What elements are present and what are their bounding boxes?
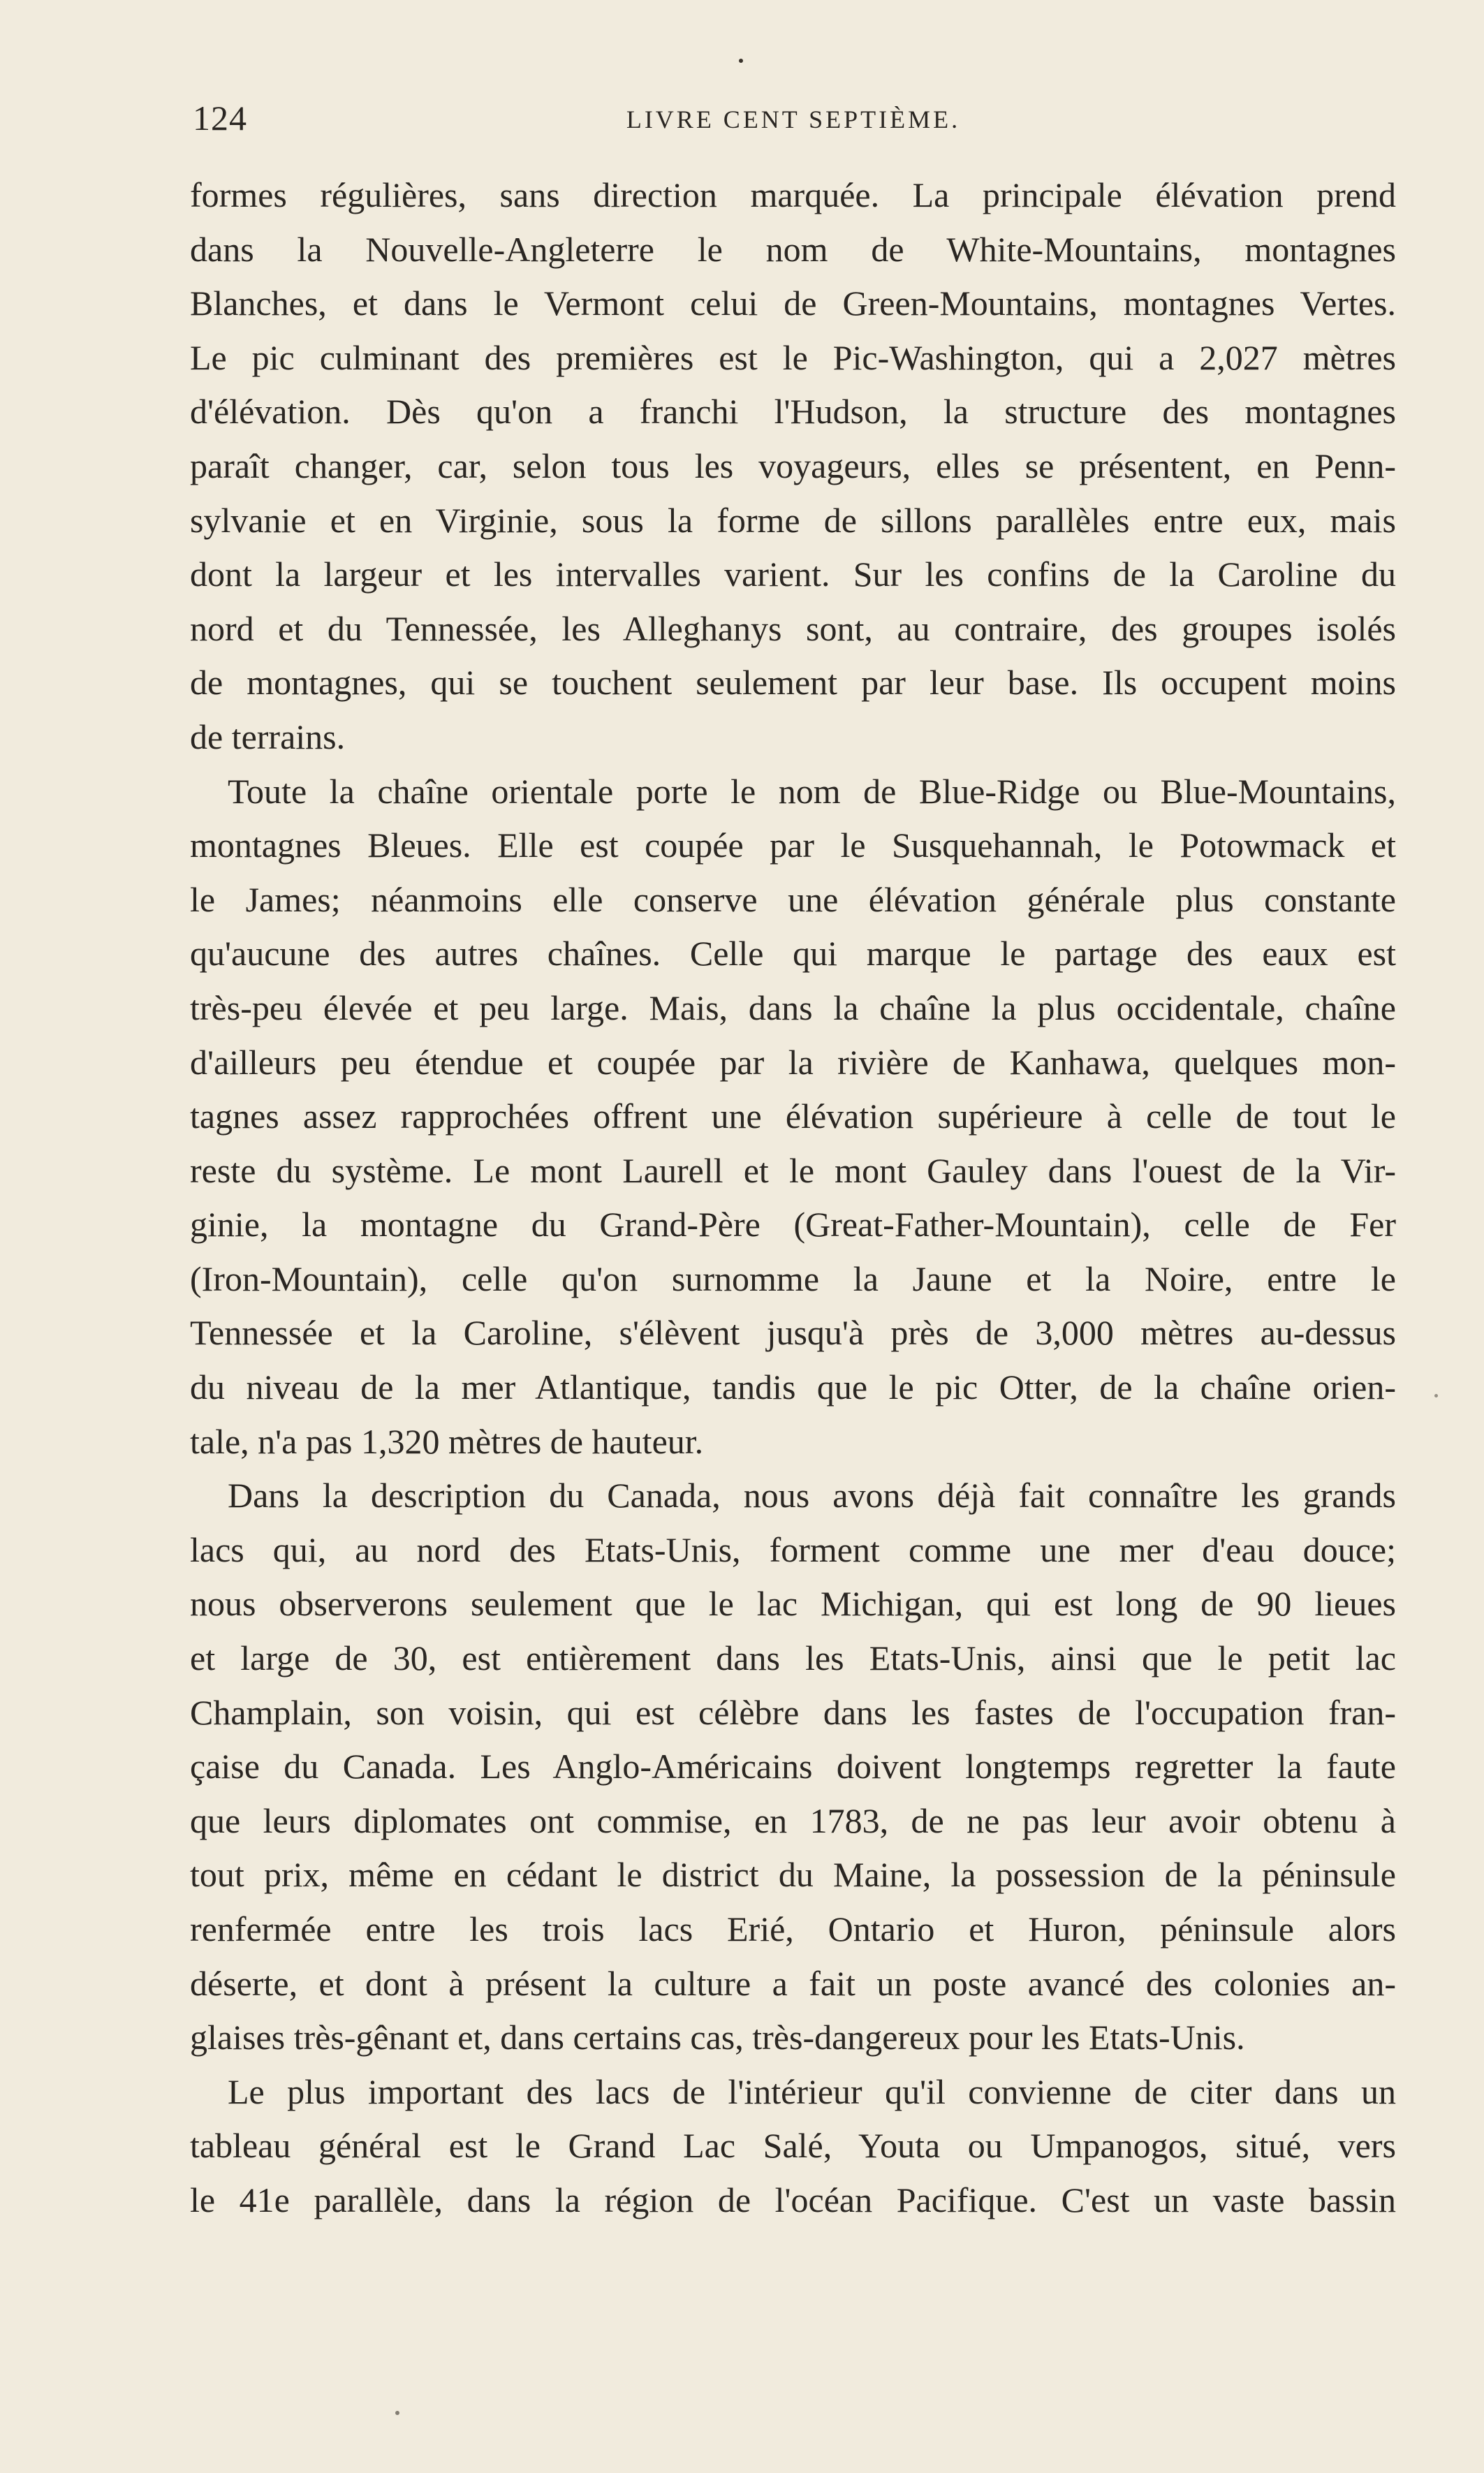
text-line: nord et du Tennessée, les Alleghanys sont, au contraire, des groupes isolés — [190, 608, 1396, 648]
text-line: Blanches, et dans le Vermont celui de Green-Mountains, montagnes Vertes. — [190, 284, 1396, 323]
text-line: déserte, et dont à présent la culture a fait un poste avancé des colonies an- — [190, 1963, 1396, 2003]
text-line: renfermée entre les trois lacs Erié, Ontario et Huron, péninsule alors — [190, 1909, 1396, 1949]
text-line: reste du système. Le mont Laurell et le mont Gauley dans l'ouest de la Vir- — [190, 1150, 1396, 1190]
text-line: tale, n'a pas 1,320 mètres de hauteur. — [190, 1421, 704, 1461]
text-line: qu'aucune des autres chaînes. Celle qui marque le partage des eaux est — [190, 934, 1396, 974]
text-line: tableau général est le Grand Lac Salé, Youta ou Umpanogos, situé, vers — [190, 2126, 1396, 2166]
text-line: d'élévation. Dès qu'on a franchi l'Hudson, la structure des montagnes — [190, 392, 1396, 432]
paper-speck — [395, 2411, 399, 2415]
paragraph — [190, 1469, 1396, 2065]
text-line: dont la largeur et les intervalles varient. Sur les confins de la Caroline du — [190, 555, 1396, 594]
paper-speck — [739, 59, 743, 63]
text-line: Toute la chaîne orientale porte le nom de Blue-Ridge ou Blue-Mountains, — [228, 771, 1396, 811]
text-line: Le plus important des lacs de l'intérieur qu'il convienne de citer dans un — [228, 2071, 1396, 2111]
text-line: çaise du Canada. Les Anglo-Américains doivent longtemps regretter la faute — [190, 1747, 1396, 1786]
text-line: nous observerons seulement que le lac Michigan, qui est long de 90 lieues — [190, 1584, 1396, 1624]
text-line: le 41e parallèle, dans la région de l'océan Pacifique. C'est un vaste bassin — [190, 2180, 1396, 2219]
text-line: le James; néanmoins elle conserve une élévation générale plus constante — [190, 879, 1396, 919]
page-body — [190, 168, 1396, 2228]
text-line: que leurs diplomates ont commise, en 1783, de ne pas leur avoir obtenu à — [190, 1800, 1396, 1840]
text-line: sylvanie et en Virginie, sous la forme de sillons parallèles entre eux, mais — [190, 500, 1396, 540]
text-line: montagnes Bleues. Elle est coupée par le Susquehannah, le Potowmack et — [190, 825, 1396, 865]
paragraph — [190, 2065, 1396, 2228]
text-line: Champlain, son voisin, qui est célèbre dans les fastes de l'occupation fran- — [190, 1692, 1396, 1732]
text-line: Tennessée et la Caroline, s'élèvent jusqu'à près de 3,000 mètres au-dessus — [190, 1313, 1396, 1353]
text-line: ginie, la montagne du Grand-Père (Great-Father-Mountain), celle de Fer — [190, 1205, 1396, 1245]
text-line: du niveau de la mer Atlantique, tandis que le pic Otter, de la chaîne orien- — [190, 1367, 1396, 1407]
text-line: lacs qui, au nord des Etats-Unis, forment comme une mer d'eau douce; — [190, 1529, 1396, 1569]
text-line: tagnes assez rapprochées offrent une élévation supérieure à celle de tout le — [190, 1096, 1396, 1136]
text-line: tout prix, même en cédant le district du Maine, la possession de la péninsule — [190, 1855, 1396, 1895]
text-line: (Iron-Mountain), celle qu'on surnomme la Jaune et la Noire, entre le — [190, 1258, 1396, 1298]
page-header — [193, 98, 1394, 140]
running-head: LIVRE CENT SEPTIÈME. — [626, 105, 961, 133]
text-line: paraît changer, car, selon tous les voyageurs, elles se présentent, en Penn- — [190, 446, 1396, 485]
text-line: et large de 30, est entièrement dans les Etats-Unis, ainsi que le petit lac — [190, 1638, 1396, 1678]
page-number: 124 — [193, 98, 247, 138]
text-line: très-peu élevée et peu large. Mais, dans la chaîne la plus occidentale, chaîne — [190, 988, 1396, 1027]
text-line: dans la Nouvelle-Angleterre le nom de White-Mountains, montagnes — [190, 229, 1396, 269]
text-line: de terrains. — [190, 717, 346, 756]
text-line: de montagnes, qui se touchent seulement par leur base. Ils occupent moins — [190, 663, 1396, 703]
paragraph — [190, 168, 1396, 765]
text-line: formes régulières, sans direction marquée. La principale élévation prend — [190, 175, 1396, 214]
text-line: Dans la description du Canada, nous avons déjà fait connaître les grands — [228, 1476, 1396, 1516]
text-line: Le pic culminant des premières est le Pic-Washington, qui a 2,027 mètres — [190, 337, 1396, 377]
paragraph — [190, 765, 1396, 1469]
paper-speck — [1434, 1394, 1438, 1397]
text-line: d'ailleurs peu étendue et coupée par la rivière de Kanhawa, quelques mon- — [190, 1042, 1396, 1082]
text-line: glaises très-gênant et, dans certains cas, très-dangereux pour les Etats-Unis. — [190, 2018, 1245, 2057]
